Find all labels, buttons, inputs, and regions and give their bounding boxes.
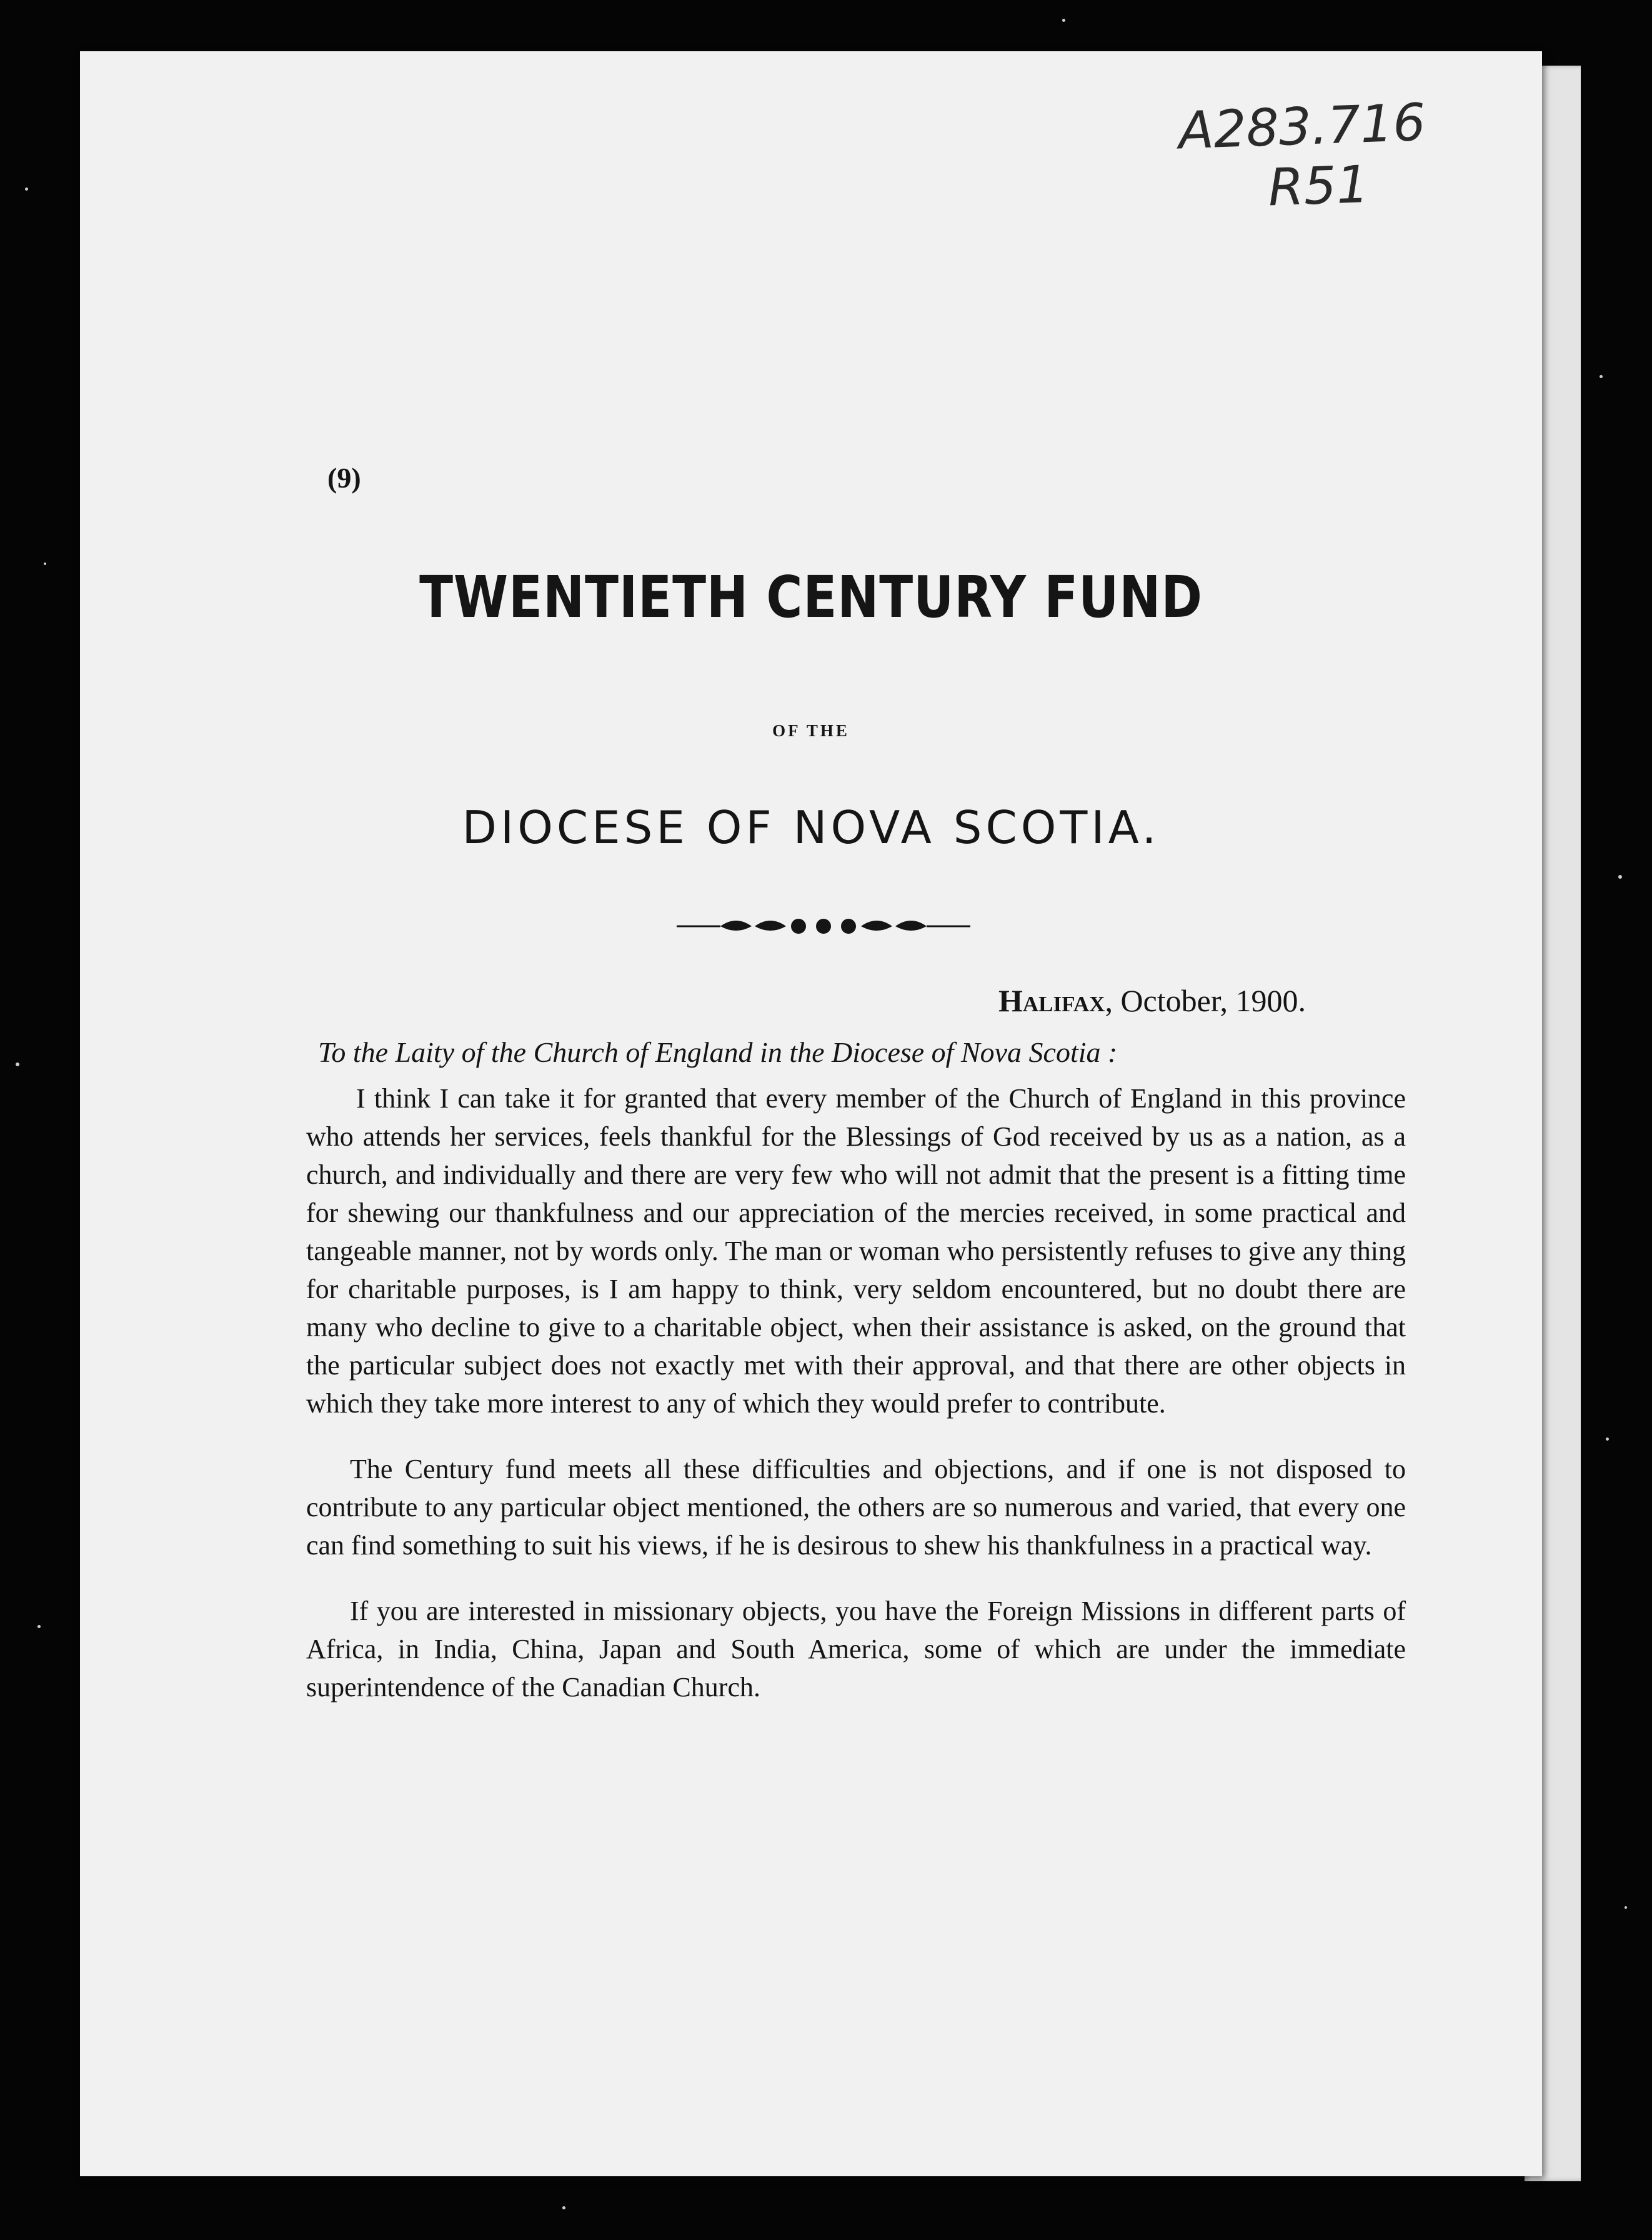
handwritten-call-number bbox=[1178, 89, 1556, 222]
scan-speck bbox=[16, 1062, 19, 1066]
dateline-city: Halifax bbox=[998, 983, 1105, 1018]
scan-speck bbox=[1600, 375, 1603, 378]
call-number-line-1: A283.716 bbox=[1177, 92, 1427, 161]
scan-speck bbox=[44, 562, 46, 565]
scan-speck bbox=[25, 188, 28, 191]
paragraph: I think I can take it for granted that every member of the Church of England in this province who attends her services, feels thankful for the Blessings of God received by us as a nation, as a church, and individually and there are very few who will not admit that the present is a fitting time for shewing our thankfulness and our appreciation of the mercies received, in some practical and tangeable manner, not by words only. The man or woman who persistently refuses to give any thing for charitable purposes, is I am happy to think, very seldom encountered, but no doubt there are many who decline to give to a charitable object, when their assistance is asked, on the ground that the particular subject does not exactly met with their approval, and that there are other objects in which they take more interest to any of which they would prefer to contribute. bbox=[306, 1083, 1406, 1419]
scan-speck bbox=[1618, 875, 1622, 879]
document-title: TWENTIETH CENTURY FUND bbox=[419, 564, 1203, 631]
ornamental-divider bbox=[677, 908, 970, 945]
salutation: To the Laity of the Church of England in the Diocese of Nova Scotia : bbox=[318, 1036, 1118, 1068]
letter-body bbox=[306, 1079, 1406, 1734]
dateline bbox=[998, 982, 1306, 1019]
document-number: (9) bbox=[327, 462, 361, 494]
subtitle-of-the: OF THE bbox=[772, 721, 850, 740]
scan-speck bbox=[1625, 1906, 1627, 1909]
scan-speck bbox=[562, 2206, 565, 2209]
diocese-heading: DIOCESE OF NOVA SCOTIA. bbox=[462, 801, 1160, 854]
scan-speck bbox=[37, 1625, 41, 1628]
call-number-line-2: R51 bbox=[1267, 154, 1370, 218]
document-page bbox=[80, 51, 1542, 2176]
paragraph: If you are interested in missionary objects, you have the Foreign Missions in different parts of Africa, in India, China, Japan and South America, some of which are under the immediate superintendence of the Canadian Church. bbox=[306, 1596, 1406, 1702]
dateline-date: , October, 1900. bbox=[1105, 983, 1306, 1018]
paragraph: The Century fund meets all these difficulties and objections, and if one is not disposed to contribute to any particular object mentioned, the others are so numerous and varied, that every one can find something to suit his views, if he is desirous to shew his thankfulness in a practical way. bbox=[306, 1454, 1406, 1561]
scan-speck bbox=[1606, 1438, 1609, 1441]
scan-speck bbox=[1062, 19, 1065, 22]
